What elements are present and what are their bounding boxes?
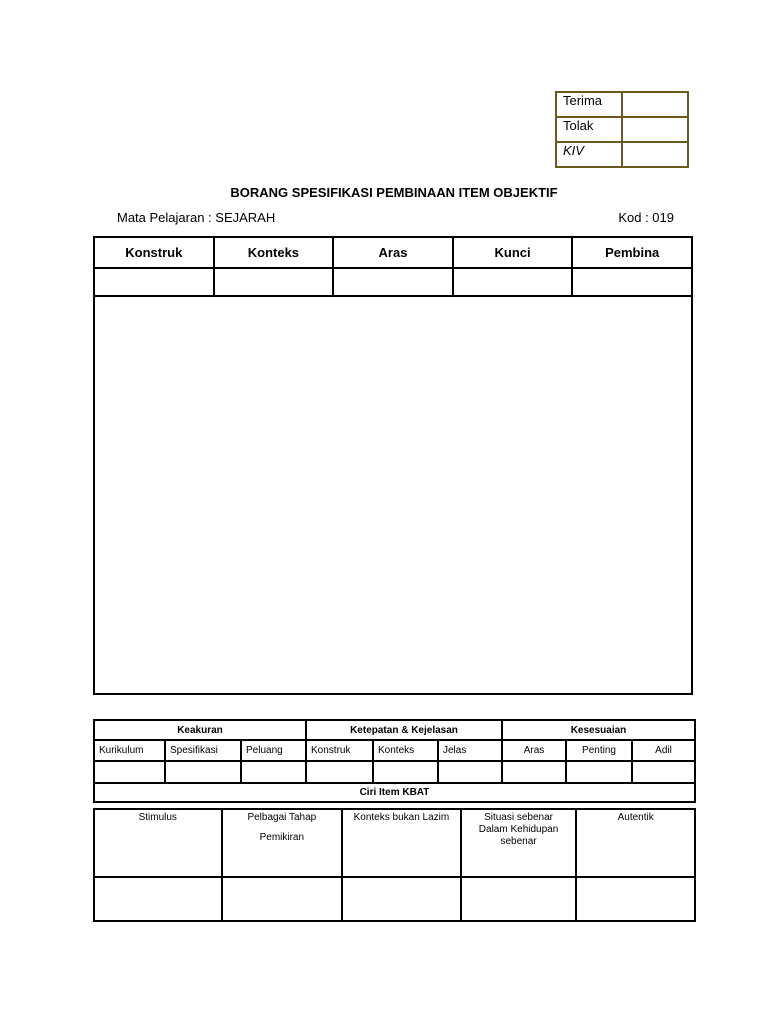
kbat-value-autentik[interactable]: [576, 877, 695, 921]
sub-peluang: Peluang: [241, 740, 306, 761]
status-value-terima[interactable]: [622, 92, 688, 117]
kbat-situasi: [461, 809, 577, 877]
spec-header-kunci: Kunci: [453, 237, 573, 268]
value-konstruk[interactable]: [306, 761, 373, 783]
status-box: [555, 91, 689, 168]
kbat-tahap-line2: Pemikiran: [259, 832, 305, 843]
kbat-autentik: [576, 809, 695, 877]
group-ketepatan: Ketepatan & Kejelasan: [306, 720, 502, 740]
kbat-tahap: [222, 809, 343, 877]
sub-kurikulum: Kurikulum: [94, 740, 165, 761]
kbat-header-row: [94, 809, 695, 877]
item-content-area[interactable]: [94, 296, 692, 694]
sub-konstruk: Konstruk: [306, 740, 373, 761]
kbat-tahap-line1: Pelbagai Tahap: [247, 812, 317, 823]
spec-value-konstruk[interactable]: [94, 268, 214, 296]
value-konteks[interactable]: [373, 761, 438, 783]
sub-adil: Adil: [632, 740, 695, 761]
sub-aras: Aras: [502, 740, 566, 761]
code-line: Kod : 019: [618, 210, 674, 225]
kbat-title: Ciri Item KBAT: [94, 783, 695, 802]
value-kurikulum[interactable]: [94, 761, 165, 783]
kbat-situasi-line2: Dalam Kehidupan: [478, 824, 559, 835]
status-label-terima: Terima: [556, 92, 622, 117]
status-value-kiv[interactable]: [622, 142, 688, 167]
spec-body-row: [94, 296, 692, 694]
kbat-stimulus-label: Stimulus: [138, 812, 177, 823]
subject-line: Mata Pelajaran : SEJARAH: [117, 210, 276, 225]
kbat-value-tahap[interactable]: [222, 877, 343, 921]
status-label-tolak: Tolak: [556, 117, 622, 142]
kbat-konteks: [342, 809, 461, 877]
status-row-terima: [556, 92, 688, 117]
spec-header-konstruk: Konstruk: [94, 237, 214, 268]
sub-jelas: Jelas: [438, 740, 502, 761]
value-peluang[interactable]: [241, 761, 306, 783]
spec-value-aras[interactable]: [333, 268, 453, 296]
spec-header-pembina: Pembina: [572, 237, 692, 268]
kbat-value-row: [94, 877, 695, 921]
spec-value-konteks[interactable]: [214, 268, 334, 296]
kbat-value-konteks[interactable]: [342, 877, 461, 921]
value-jelas[interactable]: [438, 761, 502, 783]
sub-konteks: Konteks: [373, 740, 438, 761]
spec-value-kunci[interactable]: [453, 268, 573, 296]
criteria-sub-row: [94, 740, 695, 761]
spec-header-row: [94, 237, 692, 268]
spec-value-row: [94, 268, 692, 296]
kbat-value-situasi[interactable]: [461, 877, 577, 921]
status-row-tolak: [556, 117, 688, 142]
criteria-value-row: [94, 761, 695, 783]
status-label-kiv: KIV: [556, 142, 622, 167]
kbat-konteks-label: Konteks bukan Lazim: [353, 812, 450, 823]
kbat-table: [93, 808, 696, 922]
value-aras[interactable]: [502, 761, 566, 783]
kbat-title-row: [94, 783, 695, 802]
kbat-stimulus: [94, 809, 222, 877]
spec-value-pembina[interactable]: [572, 268, 692, 296]
kbat-value-stimulus[interactable]: [94, 877, 222, 921]
value-adil[interactable]: [632, 761, 695, 783]
group-kesesuaian: Kesesuaian: [502, 720, 695, 740]
criteria-group-row: [94, 720, 695, 740]
value-penting[interactable]: [566, 761, 632, 783]
kbat-situasi-line3: sebenar: [500, 836, 537, 847]
kbat-autentik-label: Autentik: [617, 812, 654, 823]
criteria-table: [93, 719, 696, 803]
value-spesifikasi[interactable]: [165, 761, 241, 783]
spec-table: [93, 236, 693, 695]
status-value-tolak[interactable]: [622, 117, 688, 142]
group-keakuran: Keakuran: [94, 720, 306, 740]
spec-header-aras: Aras: [333, 237, 453, 268]
sub-spesifikasi: Spesifikasi: [165, 740, 241, 761]
sub-penting: Penting: [566, 740, 632, 761]
form-title: BORANG SPESIFIKASI PEMBINAAN ITEM OBJEKTIF: [230, 185, 558, 200]
status-row-kiv: [556, 142, 688, 167]
kbat-situasi-line1: Situasi sebenar: [484, 812, 554, 823]
spec-header-konteks: Konteks: [214, 237, 334, 268]
